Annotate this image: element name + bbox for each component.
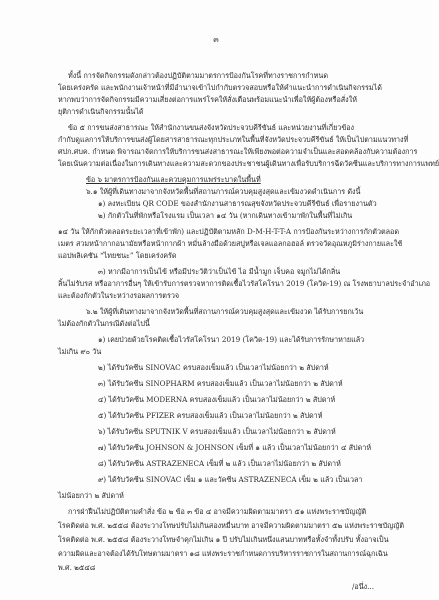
text-line: ๕) ได้รับวัคซีน PFIZER ครบสองเข็มแล้ว เป็นเวลาไม่น้อยกว่า ๒ สัปดาห์ xyxy=(98,411,323,420)
text-line: กำกับดูแลการให้บริการขนส่งผู้โดยสารสาธารณะทุกประเภทในพื้นที่จังหวัดประจวบคีรีขันธ์ ให้เป็นไปตามแนวทางที่ xyxy=(58,135,409,144)
text-line: แอปพลิเคชัน “ไทยชนะ” โดยเคร่งครัด xyxy=(58,251,177,260)
page-number: ๓ xyxy=(213,35,219,44)
text-line: การฝ่าฝืนไม่ปฏิบัติตามคำสั่ง ข้อ ๒ ข้อ ๓ ข้อ ๔ อาจมีความผิดตามมาตรา ๕๑ แห่งพระราชบัญญัติ xyxy=(68,507,367,516)
text-line: ไม่เกิน ๙๐ วัน xyxy=(58,347,102,356)
continuation-marker: /อนึ่ง... xyxy=(351,582,374,591)
text-line: ๓) ได้รับวัคซีน SINOPHARM ครบสองเข็มแล้ว เป็นเวลาไม่น้อยกว่า ๒ สัปดาห์ xyxy=(98,379,343,388)
text-line: โดยเคร่งครัด และพนักงานเจ้าหน้าที่มีอำนาจเข้าไปกำกับตรวจสอบหรือให้คำแนะนำการดำเนินกิจกรรมได้ xyxy=(58,83,382,92)
text-line: ๑๔ วัน ให้กักตัวตลอดระยะเวลาที่เข้าพัก) และปฏิบัติตามหลัก D-M-H-T-T-A การป้องกันระหว่างการกักตัวตลอด xyxy=(58,227,400,236)
text-line: ๘) ได้รับวัคซีน ASTRAZENECA เข็มที่ ๒ แล้ว เป็นเวลาไม่น้อยกว่า ๒ สัปดาห์ xyxy=(98,459,341,468)
text-line: เมตร สวมหน้ากากอนามัยหรือหน้ากากผ้า หมั่นล้างมือด้วยสบู่หรือเจลแอลกอฮอล์ ตรวจวัดอุณหภูมิร่างกายและใช้ xyxy=(58,239,403,248)
text-line: ๖) ได้รับวัคซีน SPUTNIK V ครบสองเข็มแล้ว เป็นเวลาไม่น้อยกว่า ๒ สัปดาห์ xyxy=(98,427,336,436)
text-line: ข้อ ๕ การขนส่งสาธารณะ ให้สำนักงานขนส่งจังหวัดประจวบคีรีขันธ์ และหน่วยงานที่เกี่ยวข้อง xyxy=(68,123,355,132)
text-line: ๗) ได้รับวัคซีน JOHNSON & JOHNSON เข็มที่ ๑ แล้ว เป็นเวลาไม่น้อยกว่า ๔ สัปดาห์ xyxy=(98,443,372,452)
text-line: ๖.๑ ให้ผู้ที่เดินทางมาจากจังหวัดพื้นที่สถานการณ์ควบคุมสูงสุดและเข้มงวดดำเนินการ ดังนี้ xyxy=(86,187,361,196)
text-line: ๔) ได้รับวัคซีน MODERNA ครบสองเข็มแล้ว เป็นเวลาไม่น้อยกว่า ๒ สัปดาห์ xyxy=(98,395,336,404)
text-line: ๑) ลงทะเบียน QR CODE ของสำนักงานสาธารณสุขจังหวัดประจวบคีรีขันธ์ เพื่อรายงานตัว xyxy=(98,199,377,208)
text-line: ๙) ได้รับวัคซีน SINOVAC เข็ม ๑ และวัคซีน ASTRAZENECA เข็ม ๒ แล้ว เป็นเวลา xyxy=(98,475,363,484)
text-line: ศปก.ศบค. กำหนด พิจารณาจัดการให้บริการขนส่งสาธารณะให้เพียงพอต่อความจำเป็นและสอดคล้องกับความต้องการ xyxy=(58,147,418,156)
text-line: ไม่ต้องกักตัวในกรณีดังต่อไปนี้ xyxy=(58,319,150,328)
text-line: ๑) เคยป่วยด้วยโรคติดเชื้อไวรัสโคโรนา 2019 (โควิด-19) และได้รับการรักษาหายแล้ว xyxy=(98,335,365,344)
text-line: โรคติดต่อ พ.ศ. ๒๕๕๘ ต้องระวางโทษปรับไม่เกินสองหมื่นบาท อาจมีความผิดตามมาตรา ๕๒ แห่งพระราชบัญญัติ xyxy=(58,521,405,530)
text-line: ๒) กักตัวในที่พักหรือโรงแรม เป็นเวลา ๑๔ วัน (หากเดินทางเข้ามาพักในพื้นที่ไม่เกิน xyxy=(98,211,353,220)
text-line: ทั้งนี้ การจัดกิจกรรมดังกล่าวต้องปฏิบัติตามมาตรการป้องกันโรคที่ทางราชการกำหนด xyxy=(68,71,328,80)
text-line: ความผิดและอาจต้องได้รับโทษตามมาตรา ๑๘ แห่งพระราชกำหนดการบริหารราชการในสถานการณ์ฉุกเฉิน xyxy=(58,549,388,558)
text-line: ๖.๒ ให้ผู้ที่เดินทางมาจากจังหวัดพื้นที่สถานการณ์ควบคุมสูงสุดและเข้มงวด ได้รับการยกเว้น xyxy=(86,307,364,316)
text-line: ข้อ ๖ มาตรการป้องกันและควบคุมการแพร่ระบาดในพื้นที่ xyxy=(86,175,261,184)
text-line: ยุติการดำเนินกิจกรรมนั้นได้ xyxy=(58,107,144,116)
text-line: ๒) ได้รับวัคซีน SINOVAC ครบสองเข็มแล้ว เป็นเวลาไม่น้อยกว่า ๒ สัปดาห์ xyxy=(98,363,329,372)
text-line: ไม่น้อยกว่า ๒ สัปดาห์ xyxy=(58,491,124,500)
text-line: ลิ้นไม่รับรส หรืออาการอื่นๆ ให้เข้ารับการตรวจหาการติดเชื้อไวรัสโคโรนา 2019 (โควิด-19) ณ โรงพยาบาลประจำอำเภอ xyxy=(58,279,431,288)
text-line: พ.ศ. ๒๕๔๘ xyxy=(58,563,96,572)
text-line: ๓) หากมีอาการเป็นไข้ หรือมีประวัติว่าเป็นไข้ ไอ มีน้ำมูก เจ็บคอ จมูกไม่ได้กลิ่น xyxy=(98,267,341,276)
text-line: และต้องกักตัวในระหว่างรอผลการตรวจ xyxy=(58,291,180,300)
text-line: โรคติดต่อ พ.ศ. ๒๕๕๘ ต้องระวางโทษจำคุกไม่เกิน ๑ ปี ปรับไม่เกินหนึ่งแสนบาทหรือทั้งจำทั้งปรับ ทั้งอาจเป็น xyxy=(58,535,389,544)
text-line: โดยเน้นความต่อเนื่องในการเดินทางและความสะดวกของประชาชนผู้เดินทางเพื่อรับบริการฉีดวัคซีนและบริการทางการแพทย์ xyxy=(58,159,439,168)
text-line: หากพบว่าการจัดกิจกรรมมีความเสี่ยงต่อการแพร่โรคให้สั่งเตือนพร้อมแนะนำเพื่อให้ผู้ต้องหรือสั่งให้ xyxy=(58,95,357,104)
